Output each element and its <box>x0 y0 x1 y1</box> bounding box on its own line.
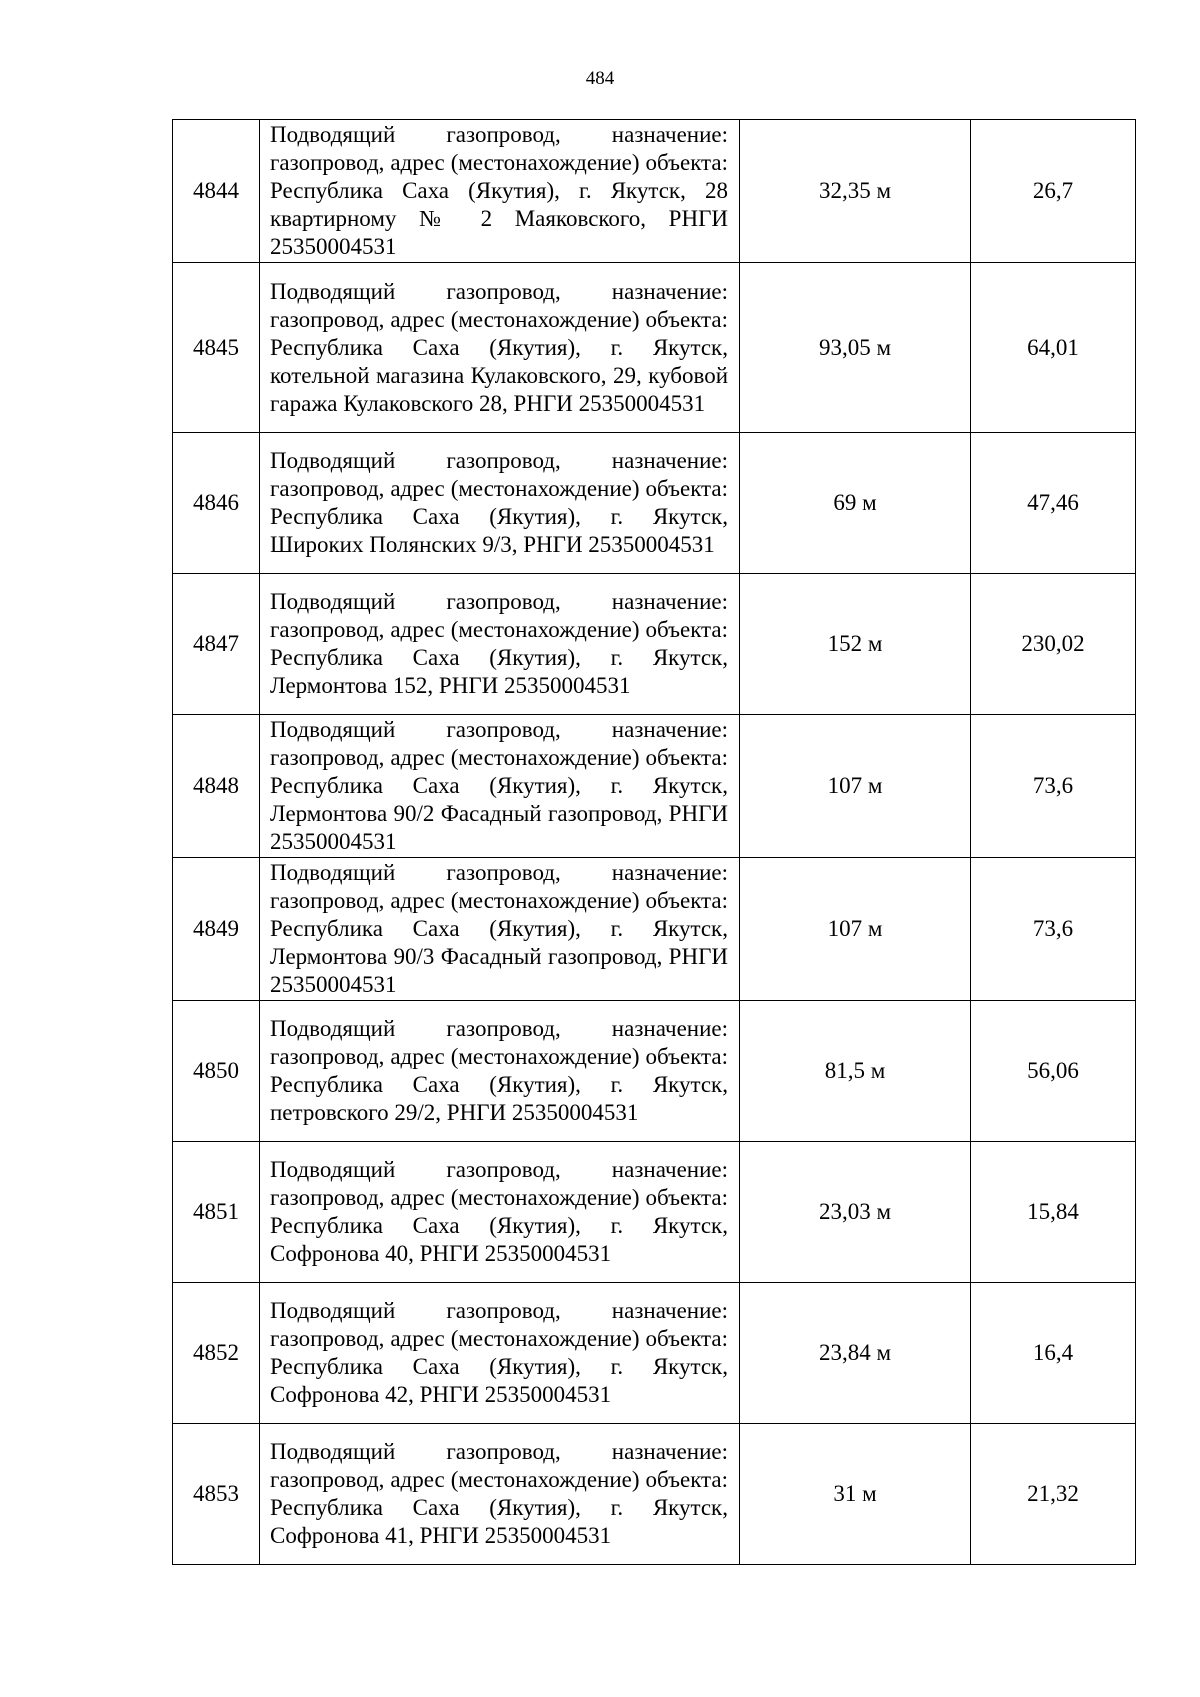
object-length: 152 м <box>740 574 971 715</box>
object-description <box>260 1283 740 1424</box>
object-description <box>260 715 740 858</box>
row-number: 4851 <box>173 1142 260 1283</box>
object-value: 16,4 <box>971 1283 1136 1424</box>
row-number: 4849 <box>173 858 260 1001</box>
table-row <box>173 433 1136 574</box>
object-description <box>260 858 740 1001</box>
object-description <box>260 120 740 263</box>
object-description-text: Подводящий газопровод, назначение: газопровод, адрес (местонахождение) объекта: Республика Саха (Якутия), г. Якутск, котельной магазина Кулаковского, 29, кубовой гаража Кулаковского 28, РНГИ 25350004531 <box>270 278 728 416</box>
table-row <box>173 1283 1136 1424</box>
object-value: 230,02 <box>971 574 1136 715</box>
object-description-text: Подводящий газопровод, назначение: газопровод, адрес (местонахождение) объекта: Республика Саха (Якутия), г. Якутск, Софронова 41, РНГИ 25350004531 <box>270 1439 728 1548</box>
table-row <box>173 263 1136 433</box>
object-value: 73,6 <box>971 715 1136 858</box>
object-value: 56,06 <box>971 1001 1136 1142</box>
object-description-text: Подводящий газопровод, назначение: газопровод, адрес (местонахождение) объекта: Республика Саха (Якутия), г. Якутск, 28 квартирному № 2 Маяковского, РНГИ 25350004531 <box>270 122 728 259</box>
object-description-text: Подводящий газопровод, назначение: газопровод, адрес (местонахождение) объекта: Республика Саха (Якутия), г. Якутск, Широких Полянских 9/3, РНГИ 25350004531 <box>270 448 728 557</box>
row-number: 4846 <box>173 433 260 574</box>
object-description-text: Подводящий газопровод, назначение: газопровод, адрес (местонахождение) объекта: Республика Саха (Якутия), г. Якутск, петровского 29/2, РНГИ 25350004531 <box>270 1016 728 1125</box>
object-value: 26,7 <box>971 120 1136 263</box>
object-description-text: Подводящий газопровод, назначение: газопровод, адрес (местонахождение) объекта: Республика Саха (Якутия), г. Якутск, Лермонтова 152, РНГИ 25350004531 <box>270 589 728 698</box>
object-description <box>260 263 740 433</box>
page-number: 484 <box>585 68 615 89</box>
object-value: 21,32 <box>971 1424 1136 1565</box>
object-value: 15,84 <box>971 1142 1136 1283</box>
object-length: 107 м <box>740 715 971 858</box>
object-description-text: Подводящий газопровод, назначение: газопровод, адрес (местонахождение) объекта: Республика Саха (Якутия), г. Якутск, Лермонтова 90/3 Фасадный газопровод, РНГИ 25350004531 <box>270 860 728 997</box>
table-row <box>173 1142 1136 1283</box>
object-length: 107 м <box>740 858 971 1001</box>
object-description-text: Подводящий газопровод, назначение: газопровод, адрес (местонахождение) объекта: Республика Саха (Якутия), г. Якутск, Софронова 40, РНГИ 25350004531 <box>270 1157 728 1266</box>
object-description <box>260 574 740 715</box>
property-registry-table <box>172 119 1136 1565</box>
object-length: 32,35 м <box>740 120 971 263</box>
object-value: 47,46 <box>971 433 1136 574</box>
object-length: 23,84 м <box>740 1283 971 1424</box>
table-row <box>173 715 1136 858</box>
row-number: 4853 <box>173 1424 260 1565</box>
object-length: 69 м <box>740 433 971 574</box>
table-row <box>173 120 1136 263</box>
row-number: 4845 <box>173 263 260 433</box>
object-description-text: Подводящий газопровод, назначение: газопровод, адрес (местонахождение) объекта: Республика Саха (Якутия), г. Якутск, Софронова 42, РНГИ 25350004531 <box>270 1298 728 1407</box>
table-row <box>173 858 1136 1001</box>
table-row <box>173 1424 1136 1565</box>
row-number: 4850 <box>173 1001 260 1142</box>
table-row <box>173 574 1136 715</box>
object-length: 93,05 м <box>740 263 971 433</box>
object-length: 23,03 м <box>740 1142 971 1283</box>
object-description <box>260 1424 740 1565</box>
table-row <box>173 1001 1136 1142</box>
object-description-text: Подводящий газопровод, назначение: газопровод, адрес (местонахождение) объекта: Республика Саха (Якутия), г. Якутск, Лермонтова 90/2 Фасадный газопровод, РНГИ 25350004531 <box>270 717 728 854</box>
object-value: 64,01 <box>971 263 1136 433</box>
row-number: 4848 <box>173 715 260 858</box>
object-length: 81,5 м <box>740 1001 971 1142</box>
object-value: 73,6 <box>971 858 1136 1001</box>
object-description <box>260 1142 740 1283</box>
row-number: 4852 <box>173 1283 260 1424</box>
row-number: 4844 <box>173 120 260 263</box>
object-description <box>260 433 740 574</box>
object-length: 31 м <box>740 1424 971 1565</box>
object-description <box>260 1001 740 1142</box>
row-number: 4847 <box>173 574 260 715</box>
table-body <box>173 120 1136 1565</box>
